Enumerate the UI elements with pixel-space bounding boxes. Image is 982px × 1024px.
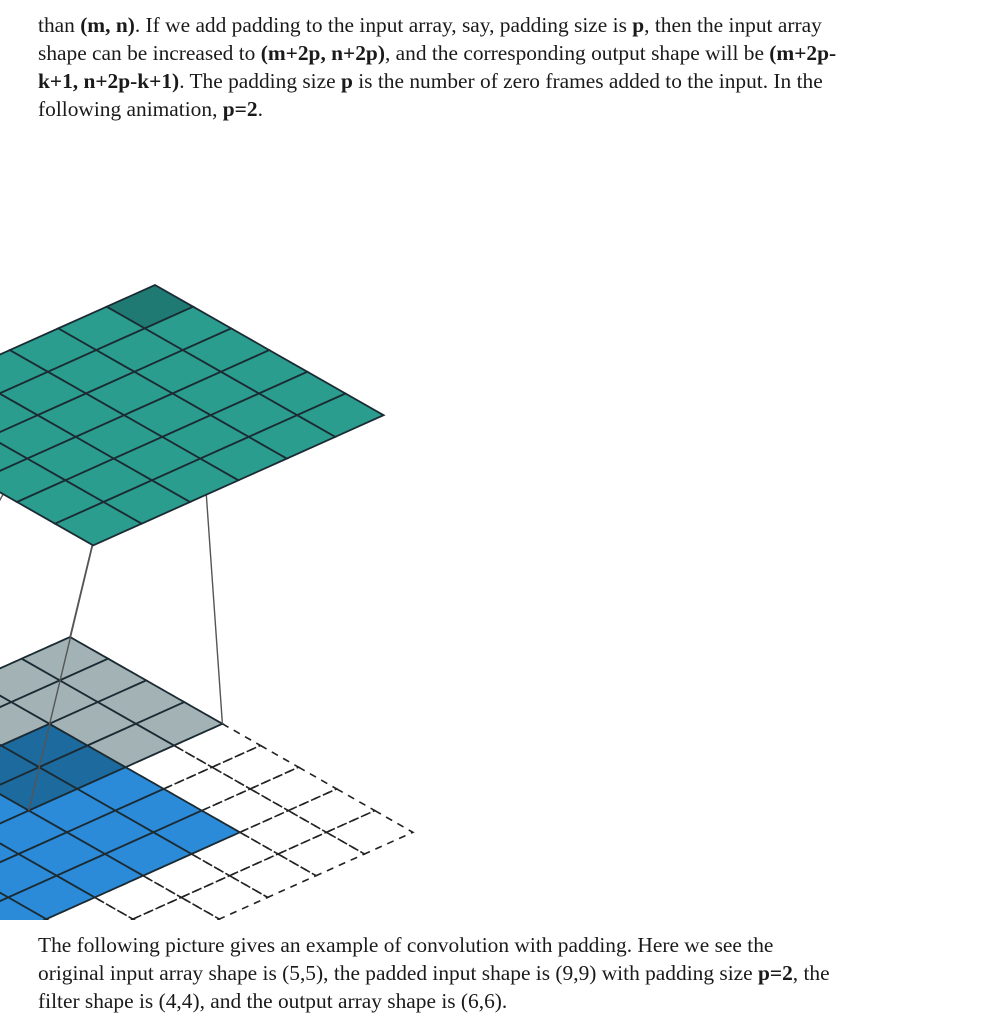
padding-cell — [288, 789, 375, 832]
bold-term: (m+2p, n+2p) — [260, 41, 385, 65]
paragraph-top-line-4 — [38, 95, 953, 123]
paragraph-bottom-line-3 — [38, 987, 953, 1015]
padding-cell — [84, 919, 170, 920]
padding-cell — [181, 876, 268, 919]
bold-term: p=2 — [222, 97, 258, 121]
text-run: , the — [792, 961, 830, 985]
text-run: original input array shape is (5,5), the padded input shape is (9,9) with padding size — [38, 961, 758, 985]
bold-term: k+1, n+2p-k+1) — [38, 69, 180, 93]
bold-term: p — [340, 69, 353, 93]
text-run: , and the corresponding output shape will be — [384, 41, 770, 65]
paragraph-top-line-3 — [38, 67, 953, 95]
text-run: , then the input array — [644, 13, 822, 37]
text-run: filter shape is (4,4), and the output array shape is (6,6). — [38, 989, 508, 1013]
padding-cell — [230, 854, 317, 897]
text-run: The following picture gives an example of convolution with padding. Here we see the — [38, 933, 774, 957]
padding-convolution-figure — [0, 130, 982, 920]
bold-term: p=2 — [757, 961, 793, 985]
text-run: shape can be increased to — [38, 41, 261, 65]
bold-term: (m+2p- — [769, 41, 837, 65]
padding-cell — [278, 832, 365, 875]
text-run: . If we add padding to the input array, say, padding size is — [134, 13, 633, 37]
padding-cell — [212, 746, 299, 789]
text-run: . The padding size — [179, 69, 341, 93]
text-run: than — [38, 13, 81, 37]
paragraph-top — [38, 11, 953, 123]
bold-term: (m, n) — [80, 13, 135, 37]
padding-cell — [326, 811, 413, 854]
padding-cell — [133, 897, 220, 920]
text-run: following animation, — [38, 97, 223, 121]
paragraph-top-line-1 — [38, 11, 953, 39]
padding-cell — [250, 767, 337, 810]
text-run: is the number of zero frames added to the input. In the — [352, 69, 823, 93]
padding-cell — [240, 811, 327, 854]
paragraph-top-line-2 — [38, 39, 953, 67]
bold-term: p — [632, 13, 645, 37]
text-run: . — [257, 97, 263, 121]
paragraph-bottom — [38, 931, 953, 1015]
paragraph-bottom-line-2 — [38, 959, 953, 987]
paragraph-bottom-line-1 — [38, 931, 953, 959]
